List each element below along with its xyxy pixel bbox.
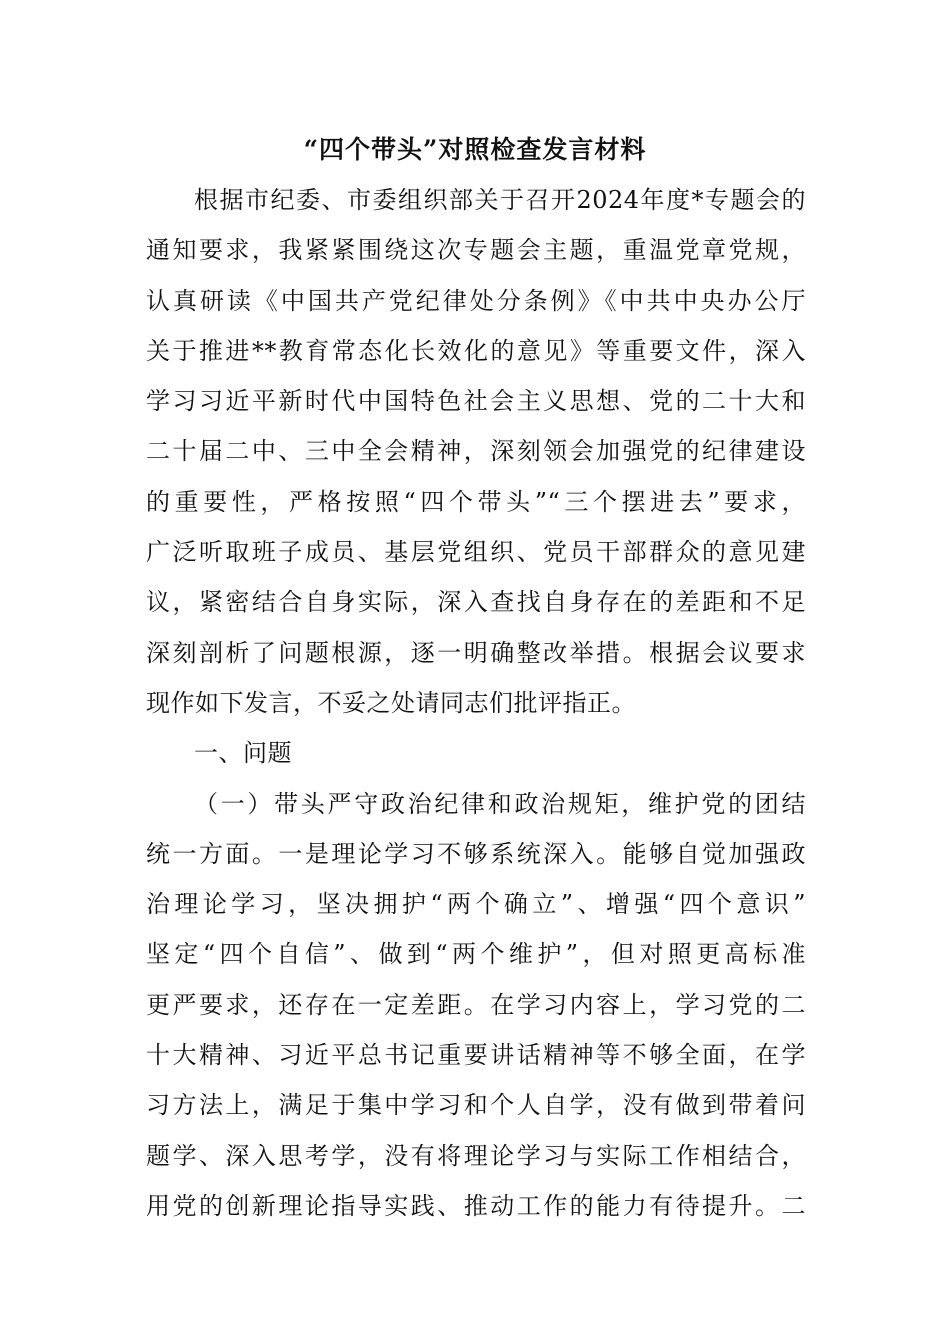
- text-line: 用党的创新理论指导实践、推动工作的能力有待提升。二: [146, 1191, 806, 1220]
- text-line: 通知要求，我紧紧围绕这次专题会主题，重温党章党规，: [146, 236, 806, 265]
- text-line: 议，紧密结合自身实际，深入查找自身存在的差距和不足: [146, 588, 806, 617]
- document-title: “四个带头”对照检查发言材料: [303, 135, 647, 164]
- text-line: 广泛听取班子成员、基层党组织、党员干部群众的意见建: [146, 538, 806, 567]
- text-line: 十大精神、习近平总书记重要讲话精神等不够全面，在学: [146, 1041, 806, 1070]
- text-line: （一）带头严守政治纪律和政治规矩，维护党的团结: [194, 789, 806, 818]
- document-body: [146, 175, 806, 1231]
- text-line: 治理论学习，坚决拥护“两个确立”、增强“四个意识”: [146, 890, 806, 919]
- text-line: 深刻剖析了问题根源，逐一明确整改举措。根据会议要求: [146, 638, 806, 667]
- text-line: 关于推进**教育常态化长效化的意见》等重要文件，深入: [146, 336, 806, 365]
- text-line: 题学、深入思考学，没有将理论学习与实际工作相结合，: [146, 1141, 806, 1170]
- text-line: 更严要求，还存在一定差距。在学习内容上，学习党的二: [146, 990, 806, 1019]
- text-line: 统一方面。一是理论学习不够系统深入。能够自觉加强政: [146, 839, 806, 868]
- text-line: 学习习近平新时代中国特色社会主义思想、党的二十大和: [146, 387, 806, 416]
- text-line: 根据市纪委、市委组织部关于召开2024年度*专题会的: [194, 186, 806, 214]
- text-line: 的重要性，严格按照“四个带头”“三个摆进去”要求，: [146, 487, 806, 516]
- text-line: 坚定“四个自信”、做到“两个维护”，但对照更高标准: [146, 940, 806, 969]
- text-line: 二十届二中、三中全会精神，深刻领会加强党的纪律建设: [146, 437, 806, 466]
- text-line: 现作如下发言，不妥之处请同志们批评指正。: [146, 688, 636, 717]
- text-line: 一、问题: [194, 739, 292, 768]
- text-line: 认真研读《中国共产党纪律处分条例》《中共中央办公厅: [146, 286, 806, 315]
- text-line: 习方法上，满足于集中学习和个人自学，没有做到带着问: [146, 1091, 806, 1120]
